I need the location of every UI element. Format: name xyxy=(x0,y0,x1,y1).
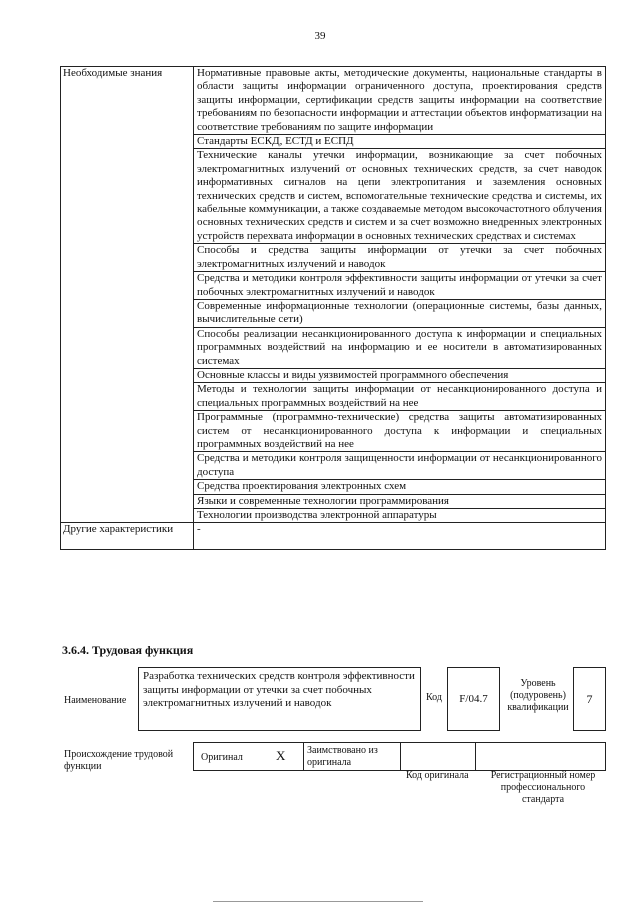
table-row xyxy=(61,67,606,135)
registration-number-caption: Регистрационный номер профессионального стандарта xyxy=(490,770,596,805)
original-code-caption: Код оригинала xyxy=(406,770,469,781)
page-number: 39 xyxy=(314,30,326,42)
knowledge-item: Средства и методики контроля эффективности защиты информации от утечки за счет побочных электромагнитных излучений и наводок xyxy=(194,272,606,300)
knowledge-item: Программные (программно-технические) средства защиты автоматизированных систем от несанкционированного доступа к информации и специальных программных воздействий на нее xyxy=(194,411,606,452)
knowledge-item: Технологии производства электронной аппаратуры xyxy=(194,509,606,523)
borrowed-cell xyxy=(304,743,401,770)
section-title: 3.6.4. Трудовая функция xyxy=(62,643,194,657)
knowledge-item: Языки и современные технологии программирования xyxy=(194,494,606,508)
qualification-level-box: 7 xyxy=(573,667,606,731)
other-characteristics-label: Другие характеристики xyxy=(61,523,194,550)
original-label: Оригинал xyxy=(201,752,243,763)
function-name-box: Разработка технических средств контроля эффективности защиты информации от утечки за счет побочных электромагнитных излучений и наводок xyxy=(138,667,421,731)
original-cell xyxy=(194,743,304,770)
knowledge-item: Средства и методики контроля защищенности информации от несанкционированного доступа xyxy=(194,452,606,480)
knowledge-item: Технические каналы утечки информации, возникающие за счет побочных электромагнитных излучений от основных технических средств, за счет наводок информативных сигналов на цепи электропитания и заземления основных технических средств и систем, вспомогательные технические средства и системы, их кабельные коммуникации, а также создаваемые методом высокочастотного облучения основных технических средств и систем и за счет возможно внедренных электронных устройств перехвата информации в основных технических средствах и системах xyxy=(194,149,606,244)
code-label: Код xyxy=(426,692,442,703)
original-mark: X xyxy=(276,748,286,763)
origin-table xyxy=(193,742,606,771)
registration-number-cell xyxy=(476,743,605,770)
other-characteristics-value: - xyxy=(194,523,606,550)
knowledge-item: Способы и средства защиты информации от утечки за счет побочных электромагнитных излучений и наводок xyxy=(194,244,606,272)
origin-label: Происхождение трудовой функции xyxy=(64,749,174,772)
bottom-divider xyxy=(213,901,423,902)
knowledge-item: Современные информационные технологии (операционные системы, базы данных, вычислительные сети) xyxy=(194,299,606,327)
original-code-cell xyxy=(401,743,476,770)
knowledge-item: Методы и технологии защиты информации от несанкционированного доступа и специальных программных воздействий на нее xyxy=(194,383,606,411)
borrowed-label: Заимствовано из оригинала xyxy=(307,745,378,768)
knowledge-item: Способы реализации несанкционированного доступа к информации и специальных программных воздействий на информацию и ее носители в автоматизированных системах xyxy=(194,327,606,368)
qualification-level-label: Уровень (подуровень) квалификации xyxy=(507,678,569,713)
knowledge-item: Средства проектирования электронных схем xyxy=(194,480,606,494)
name-label: Наименование xyxy=(64,695,127,706)
knowledge-label: Необходимые знания xyxy=(61,67,194,523)
knowledge-item: Нормативные правовые акты, методические документы, национальные стандарты в области защиты информации ограниченного доступа, проектирования средств защиты информации, сертификации средств защиты информации на соответствие требованиям по безопасности информации и аттестации объектов информатизации на соответствие требованиям по защите информации xyxy=(194,67,606,135)
knowledge-item: Стандарты ЕСКД, ЕСТД и ЕСПД xyxy=(194,135,606,149)
knowledge-table xyxy=(60,66,606,550)
code-box: F/04.7 xyxy=(447,667,500,731)
knowledge-item: Основные классы и виды уязвимостей программного обеспечения xyxy=(194,368,606,382)
table-row xyxy=(61,523,606,550)
